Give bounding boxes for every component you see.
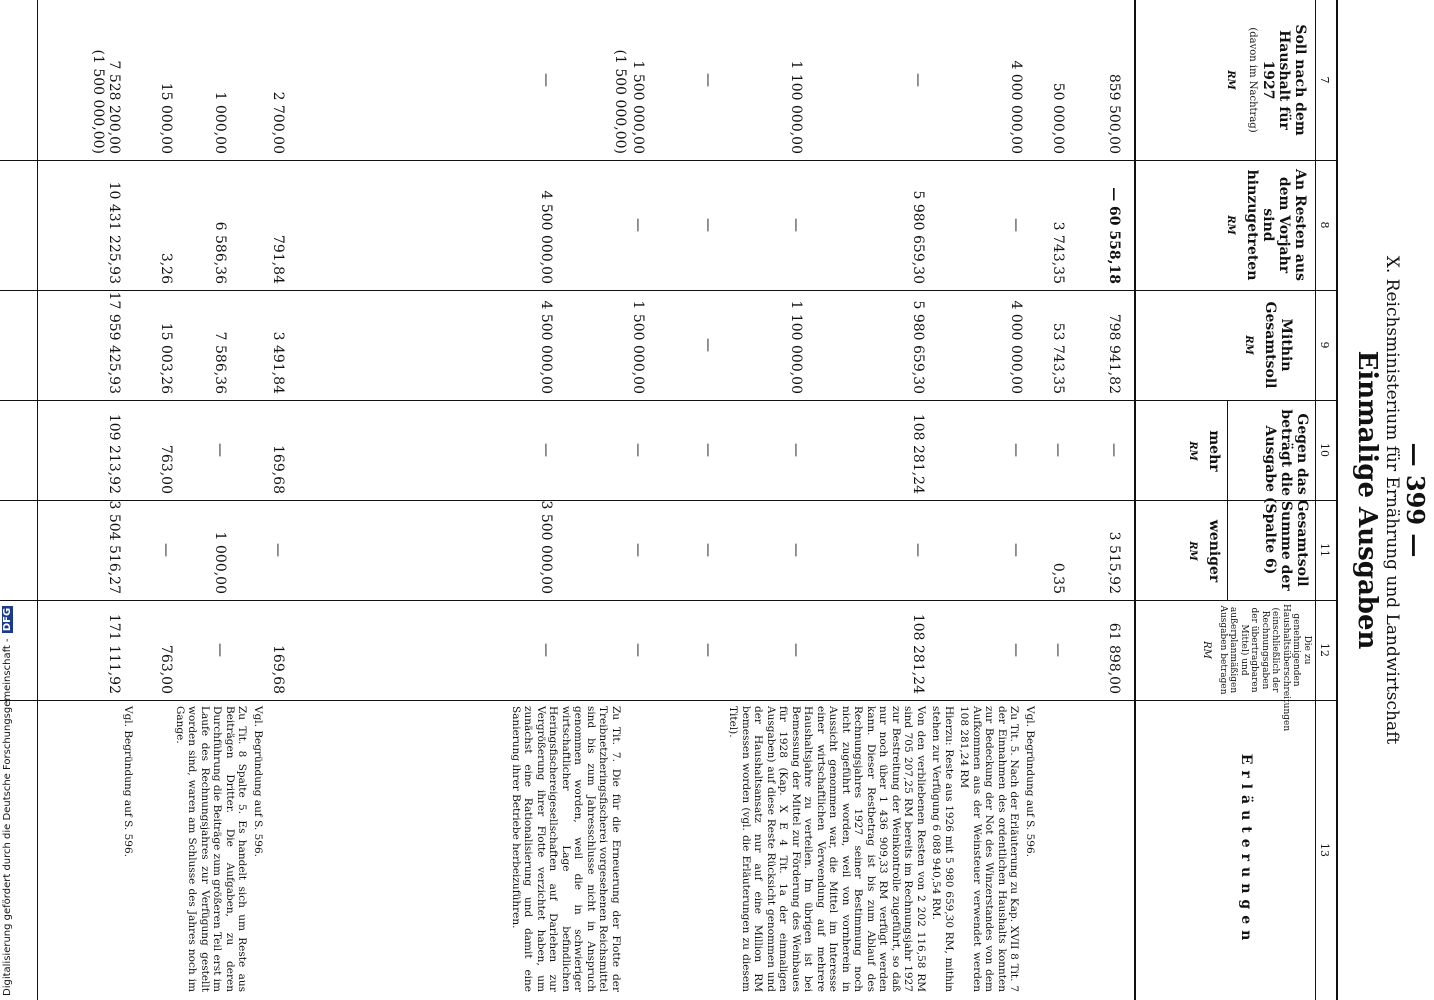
cell-c8: 3 743,35	[1050, 221, 1066, 284]
header-ueberschreitungen	[1201, 604, 1312, 732]
table-row	[1044, 0, 1072, 700]
cell-c8: —	[788, 218, 804, 232]
col-number-13: 13	[1318, 843, 1331, 857]
cell-c12: —	[700, 643, 716, 657]
cell-c8: 6 586,36	[212, 221, 228, 284]
col-divider-10-11	[0, 500, 1338, 501]
cell-c12: —	[1008, 643, 1024, 657]
cell-c10: —	[788, 443, 804, 457]
cell-c10: —	[700, 443, 716, 457]
cell-c10: 108 281,24	[910, 413, 926, 494]
cell-c10: 109 213,92	[106, 413, 122, 494]
header-mithin	[1240, 296, 1294, 394]
cell-c9: —	[700, 338, 716, 352]
header-soll-unit: RM	[1225, 70, 1236, 90]
cell-c7: 50 000,00	[1050, 82, 1066, 154]
col-divider-11-12	[0, 600, 1338, 601]
section-title: X. Reichsministerium für Ernährung und Landwirtschaft	[1382, 255, 1402, 745]
cell-c7: —	[700, 73, 716, 87]
cell-c11: 3 515,92	[1106, 531, 1122, 594]
table-row	[264, 0, 292, 700]
header-mehr-unit: RM	[1187, 441, 1198, 461]
cell-c9: 7 586,36	[212, 331, 228, 394]
cell-c7: 2 700,00	[270, 91, 286, 154]
table-row	[1002, 0, 1030, 700]
cell-c9: 17 959 425,93	[106, 291, 122, 394]
cell-c9: 15 003,26	[158, 322, 174, 394]
col-divider-8-9	[0, 290, 1338, 291]
cell-c12: —	[1050, 643, 1066, 657]
note-tit8	[171, 706, 265, 992]
cell-c7: 15 000,00	[158, 82, 174, 154]
cell-c8: 3,26	[158, 252, 174, 284]
col-number-12: 12	[1318, 643, 1331, 657]
col-number-8: 8	[1318, 221, 1331, 229]
cell-c7: 7 528 200,00	[106, 60, 122, 154]
cell-c9: 5 980 659,30	[910, 300, 926, 394]
header-reste-text: An Resten aus dem Vorjahr sind hinzugetreten	[1244, 169, 1308, 281]
note-tit8-ref: Vgl. Begründung auf S. 596.	[252, 706, 264, 857]
table-row	[532, 0, 560, 700]
cell-c12: —	[788, 643, 804, 657]
cell-c11: —	[630, 543, 646, 557]
table-row	[904, 0, 932, 700]
table-row	[152, 0, 180, 700]
cell-c7: —	[910, 73, 926, 87]
mehr-weniger-rule	[1227, 400, 1228, 600]
cell-c8: 5 980 659,30	[910, 190, 926, 284]
cell-c10: —	[630, 443, 646, 457]
cell-c8: —	[1008, 218, 1024, 232]
cell-c9: 3 491,84	[270, 331, 286, 394]
cell-c11: 0,35	[1050, 562, 1066, 594]
col-number-9: 9	[1318, 341, 1331, 349]
cell-c11: —	[910, 543, 926, 557]
table-row	[782, 0, 810, 700]
header-weniger	[1184, 504, 1222, 598]
cell-c10: —	[1050, 443, 1066, 457]
cell-c11: 3 500 000,00	[538, 500, 554, 594]
table-row	[606, 0, 634, 700]
header-soll	[1222, 10, 1308, 150]
cell-c7: 1 100 000,00	[788, 60, 804, 154]
table-row	[1100, 0, 1128, 700]
header-ueberschreitungen-unit: RM	[1201, 641, 1213, 659]
cell-c10: —	[538, 443, 554, 457]
header-erlaeuterungen: Erläuterungen	[1238, 753, 1254, 947]
header-mehr-text: mehr	[1206, 430, 1222, 472]
cell-c9	[84, 290, 112, 400]
dfg-logo: DFG	[2, 607, 13, 632]
cell-c7: 859 500,00	[1106, 73, 1122, 154]
cell-c12: 169,68	[270, 645, 286, 694]
cell-c12: 108 281,24	[910, 613, 926, 694]
cell-c8: 10 431 225,93	[106, 181, 122, 284]
cell-c7: 1 000,00	[212, 91, 228, 154]
header-mithin-text: Mithin Gesamtsoll	[1262, 301, 1294, 389]
cell-c9: 1 100 000,00	[788, 300, 804, 394]
cell-c9: 53 743,35	[1050, 322, 1066, 394]
cell-c8: —	[630, 218, 646, 232]
note-tit9: Vgl. Begründung auf S. 596.	[122, 706, 134, 857]
cell-c7: 1 500 000,00	[630, 60, 646, 154]
table-row	[206, 0, 234, 700]
col-number-10: 10	[1318, 443, 1331, 457]
cell-c9: 4 500 000,00	[538, 300, 554, 394]
cell-c11: —	[270, 543, 286, 557]
header-reste-unit: RM	[1225, 215, 1236, 235]
cell-c8	[606, 160, 634, 290]
cell-c12: 763,00	[158, 645, 174, 694]
note-tit5-body: Zu Tit. 5. Nach der Erläuterung zu Kap. XVII 8 Tit. 7 der Einnahmen des ordentlichen Haushalts konnten zur Bedeckung der Not des Winzerstandes von dem Aufkommen aus der Weinsteuer verwendet werden 108 281,24 RM	[958, 706, 1021, 992]
note-tit5-ref: Vgl. Begründung auf S. 596.	[1024, 706, 1036, 857]
cell-c7: (1 500 000,00)	[90, 49, 106, 154]
header-soll-text: Soll nach dem Haushalt für 1927	[1260, 24, 1308, 136]
cell-c9: 798 941,82	[1106, 313, 1122, 394]
cell-c10: —	[212, 443, 228, 457]
note-tit8-body: Zu Tit. 8 Spalte 5. Es handelt sich um Reste aus Beiträgen Dritter. Die Aufgaben, zu deren Durchführung die Beiträge zum größeren Teil erst im Laufe des Rechnungsjahres zur Verfügung gestellt worden sind, waren am Schlusse des Jahres noch im Gange.	[174, 706, 249, 992]
col-divider-12-13	[0, 700, 1338, 701]
header-weniger-text: weniger	[1206, 519, 1222, 583]
cell-c12: 171 111,92	[106, 613, 122, 694]
cell-c11: —	[700, 543, 716, 557]
cell-c8: — 60 558,18	[1106, 187, 1122, 284]
note-tit5-detail: Von den verbliebenen Resten von 2 202 116,58 RM sind 705 207,25 RM bereits im Rechnungsjahr 1927 zur Bestreitung der Weinkontrolle zugeführt, so daß nur noch über 1 436 909,33 RM verfügt werden kann. Dieser Restbetrag ist bis zum Ablauf des Rechnungsjahres 1927 seiner Bestimmung noch nicht zugeführt worden, weil von vornherein in Aussicht genommen war, die Mittel im Interesse einer wirtschaftlichen Verwendung auf mehrere Haushaltsjahre zu verteilen. Im übrigen ist bei Bemessung der Mittel zur Förderung des Weinbaues für 1928 (Kap. X E 4 Tit. 1a der einmaligen Ausgaben) auf diese Reste Rücksicht genommen und der Haushaltsansatz nur auf eine Million RM bemessen worden (vgl. die Erläuterungen zu diesem Titel).	[727, 706, 927, 992]
note-tit5	[724, 706, 1036, 992]
cell-c10: 763,00	[158, 445, 174, 494]
cell-c11	[606, 500, 634, 600]
col-number-11: 11	[1318, 543, 1331, 557]
cell-c11: 3 504 516,27	[106, 500, 122, 594]
cell-c11	[84, 500, 112, 600]
col-divider-7-8	[0, 160, 1338, 161]
cell-c7: (1 500 000,00)	[612, 49, 628, 154]
header-mehr	[1184, 404, 1222, 498]
cell-c10: 169,68	[270, 445, 286, 494]
col-divider-9-10	[0, 400, 1338, 401]
page-heading: Einmalige Ausgaben	[1352, 350, 1382, 650]
cell-c12: —	[538, 643, 554, 657]
cell-c10: —	[1106, 443, 1122, 457]
cell-c10	[84, 400, 112, 500]
cell-c8: 4 500 000,00	[538, 190, 554, 284]
cell-c7: 4 000 000,00	[1008, 60, 1024, 154]
note-tit5-reste: Hierzu: Reste aus 1926 mit 5 980 659,30 RM, mithin stehen zur Verfügung 6 088 940,54 RM.	[930, 706, 955, 992]
cell-c8: 791,84	[270, 235, 286, 284]
header-gegen: Gegen das Gesamtsoll beträgt die Summe der Ausgabe (Spalte 6)	[1262, 409, 1310, 591]
note-tit7: Zu Tit. 7. Die für die Erneuerung der Flotte der Treibnetzheringsfischerei vorgesehenen Reichsmittel sind bis zum Jahresschlusse nicht in Anspruch genommen worden, weil die in schwieriger wirtschaftlicher Lage befindlichen Heringsfischereigesellschaften auf Darlehen zur Vergrößerung ihrer Flotte verzichtet haben, um zunächst eine Rationalisierung und damit eine Sanierung ihrer Betriebe herbeizuführen.	[510, 706, 622, 992]
header-mithin-unit: RM	[1243, 335, 1254, 355]
cell-c9: 1 500 000,00	[630, 300, 646, 394]
digitization-credit-text: Digitalisierung gefördert durch die Deutsche Forschungsgemeinschaft -	[2, 638, 13, 996]
cell-c7: —	[538, 73, 554, 87]
cell-c9	[606, 290, 634, 400]
cell-c10	[606, 400, 634, 500]
cell-c12	[84, 600, 112, 700]
header-reste	[1222, 166, 1308, 284]
cell-c12	[606, 600, 634, 700]
table-row	[84, 0, 112, 700]
cell-c12: 61 898,00	[1106, 622, 1122, 694]
cell-c12: —	[630, 643, 646, 657]
cell-c12: —	[212, 643, 228, 657]
header-weniger-unit: RM	[1187, 541, 1198, 561]
cell-c10: —	[1008, 443, 1024, 457]
header-ueberschreitungen-text: Die zu genehmigenden Haushaltsüberschreitungen (einschließlich der Rechnungsgaben der übertragbaren Mittel) und außerplanmäßigen Ausgaben betragen	[1218, 604, 1312, 732]
cell-c9: 4 000 000,00	[1008, 300, 1024, 394]
cell-c8	[84, 160, 112, 290]
cell-c8: —	[700, 218, 716, 232]
cell-c11: —	[1008, 543, 1024, 557]
cell-c11: —	[788, 543, 804, 557]
page-number: — 399 —	[1401, 442, 1430, 558]
cell-c11: 1 000,00	[212, 531, 228, 594]
cell-c11: —	[158, 543, 174, 557]
table-row	[694, 0, 722, 700]
col-number-7: 7	[1318, 76, 1331, 84]
header-soll-sub: (davon im Nachtrag)	[1247, 27, 1258, 133]
